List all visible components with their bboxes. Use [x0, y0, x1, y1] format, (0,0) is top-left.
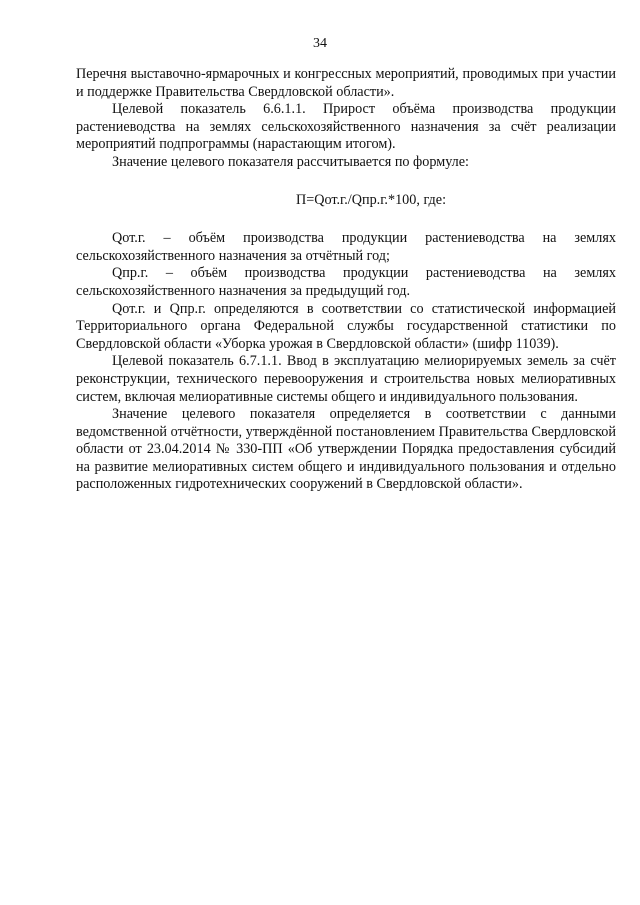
paragraph-indicator-value-source: Значение целевого показателя определяется в соответствии с данными ведомственной отчётности, утверждённой постановлением Правительства Свердловской области от 23.04.2014 № 330-ПП «Об утверждении Порядка предоставления субсидий на развитие мелиоративных систем общего и индивидуального пользования и отдельно расположенных гидротехнических сооружений в Свердловской области». — [76, 406, 616, 493]
paragraph-formula-intro: Значение целевого показателя рассчитывается по формуле: — [112, 153, 469, 170]
paragraph-q-previous-year: Qпр.г. – объём производства продукции растениеводства на землях сельскохозяйственного назначения за предыдущий год. — [76, 265, 616, 299]
paragraph-indicator-6-6-1-1: Целевой показатель 6.6.1.1. Прирост объёма производства продукции растениеводства на землях сельскохозяйственного назначения за счёт реализации мероприятий подпрограммы (нарастающим итогом). — [76, 101, 616, 153]
paragraph-indicator-6-7-1-1: Целевой показатель 6.7.1.1. Ввод в эксплуатацию мелиорируемых земель за счёт реконструкции, технического перевооружения и строительства новых мелиоративных систем, включая мелиоративные системы общего и индивидуального пользования. — [76, 353, 616, 405]
document-body — [76, 66, 616, 494]
paragraph-list-continuation: Перечня выставочно-ярмарочных и конгрессных мероприятий, проводимых при участии и поддержке Правительства Свердловской области». — [76, 66, 616, 100]
paragraph-q-current-year: Qот.г. – объём производства продукции растениеводства на землях сельскохозяйственного назначения за отчётный год; — [76, 230, 616, 264]
paragraph-q-source: Qот.г. и Qпр.г. определяются в соответствии со статистической информацией Территориального органа Федеральной службы государственной статистики по Свердловской области «Уборка урожая в Свердловской области» (шифр 11039). — [76, 300, 616, 352]
formula: П=Qот.г./Qпр.г.*100, где: — [295, 191, 447, 208]
page-number: 34 — [313, 36, 327, 51]
